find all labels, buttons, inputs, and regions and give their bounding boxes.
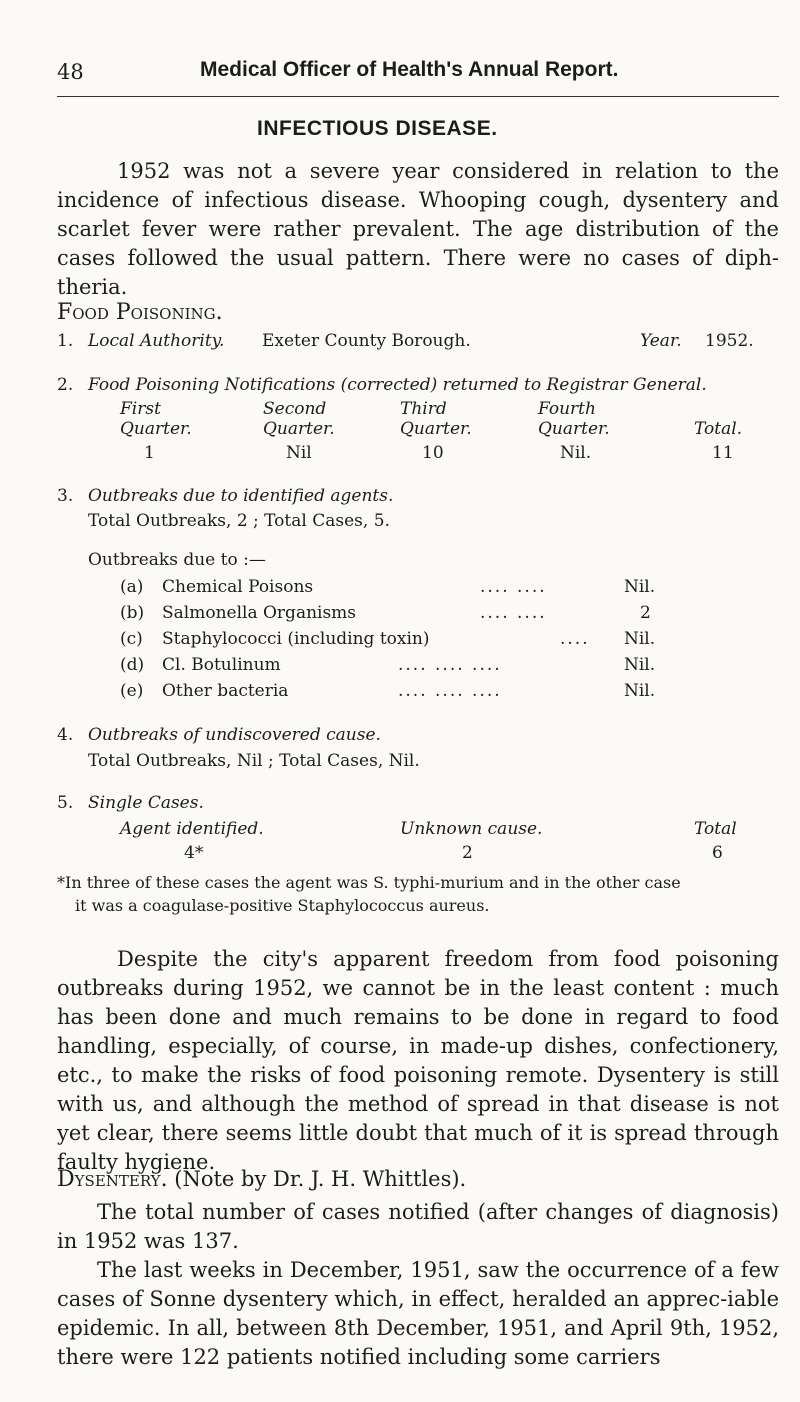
col5-l2: Total. [694,419,743,439]
row-c-label: Staphylococci (including toxin) [162,629,430,649]
food-poisoning-heading: Food Poisoning. [57,300,223,325]
col3-l1: Third [400,399,447,419]
col4-value: Nil. [560,443,592,463]
row-b-label: Salmonella Organisms [162,603,357,623]
dysentery-heading-line [57,1165,466,1194]
row-e-key: (e) [120,681,144,701]
col2-value: Nil [286,443,312,463]
col4-l2: Quarter. [538,419,610,439]
row-a-dots: .... .... [480,577,547,597]
item5-title: Single Cases. [88,793,204,813]
item3-num: 3. [57,486,74,506]
row-a-key: (a) [120,577,144,597]
row-c-value: Nil. [624,629,656,649]
row-e-label: Other bacteria [162,681,289,701]
single-cases-unknown-header: Unknown cause. [400,819,543,839]
item1-year-label: Year. [640,331,682,351]
row-e-value: Nil. [624,681,656,701]
intro-paragraph: 1952 was not a severe year considered in relation to the incidence of infectious disease. Whooping cough, dysentery and scarlet fever were rather prevalent. The age distribution of the cases followed the usual pattern. There were no cases of diph-theria. [57,159,779,299]
row-b-value: 2 [640,603,651,623]
despite-paragraph: Despite the city's apparent freedom from food poisoning outbreaks during 1952, we cannot be in the least content : much has been done and much remains to be done in regard to food handling, especially, of course, in made-up dishes, confectionery, etc., to make the risks of food poisoning remote. Dysentery is still with us, and although the method of spread in that disease is not yet clear, there seems little doubt that much of it is spread through faulty hygiene. [57,947,779,1174]
dysentery-paragraph-1: The total number of cases notified (after changes of diagnosis) in 1952 was 137. [57,1200,779,1253]
dysentery-paragraph-2: The last weeks in December, 1951, saw the occurrence of a few cases of Sonne dysentery which, in effect, heralded an apprec-iable epidemic. In all, between 8th December, 1951, and April 9th, 1952, there were 122 patients notified including some carriers [57,1258,779,1369]
item3-totals: Total Outbreaks, 2 ; Total Cases, 5. [88,511,390,531]
item4-num: 4. [57,725,74,745]
row-c-dots: .... [560,629,590,649]
running-title: Medical Officer of Health's Annual Report. [200,58,619,81]
page-number: 48 [57,60,84,84]
row-e-dots: .... .... .... [398,681,502,701]
single-cases-agent-header: Agent identified. [120,819,264,839]
row-d-key: (d) [120,655,145,675]
col4-l1: Fourth [538,399,596,419]
item4-totals: Total Outbreaks, Nil ; Total Cases, Nil. [88,751,420,771]
item3-title: Outbreaks due to identified agents. [88,486,394,506]
item5-num: 5. [57,793,74,813]
single-cases-agent-value: 4* [184,843,204,863]
item3-due-to: Outbreaks due to :— [88,550,266,570]
col1-l2: Quarter. [120,419,192,439]
item4-title: Outbreaks of undiscovered cause. [88,725,381,745]
single-cases-total-value: 6 [712,843,723,863]
col2-l1: Second [263,399,327,419]
dysentery-heading: Dysentery. [57,1167,168,1192]
section-title: INFECTIOUS DISEASE. [257,117,498,140]
row-c-key: (c) [120,629,143,649]
row-d-label: Cl. Botulinum [162,655,281,675]
row-a-value: Nil. [624,577,656,597]
col1-l1: First [120,399,161,419]
item1-num: 1. [57,331,74,351]
col3-l2: Quarter. [400,419,472,439]
footnote-line-2: it was a coagulase-positive Staphylococcus aureus. [75,896,490,915]
item1-label: Local Authority. [88,331,225,351]
item1-value: Exeter County Borough. [262,331,471,351]
footnote-line-1: *In three of these cases the agent was S. typhi-murium and in the other case [57,873,681,892]
col1-value: 1 [144,443,155,463]
dysentery-note: (Note by Dr. J. H. Whittles). [174,1167,467,1191]
single-cases-total-header: Total [694,819,737,839]
col3-value: 10 [422,443,444,463]
item2-title: Food Poisoning Notifications (corrected) returned to Registrar General. [88,375,707,395]
col5-value: 11 [712,443,734,463]
single-cases-unknown-value: 2 [462,843,473,863]
item1-year: 1952. [705,331,754,351]
row-b-key: (b) [120,603,145,623]
col2-l2: Quarter. [263,419,335,439]
row-b-dots: .... .... [480,603,547,623]
row-a-label: Chemical Poisons [162,577,314,597]
row-d-dots: .... .... .... [398,655,502,675]
header-rule [57,96,779,97]
row-d-value: Nil. [624,655,656,675]
item2-num: 2. [57,375,74,395]
